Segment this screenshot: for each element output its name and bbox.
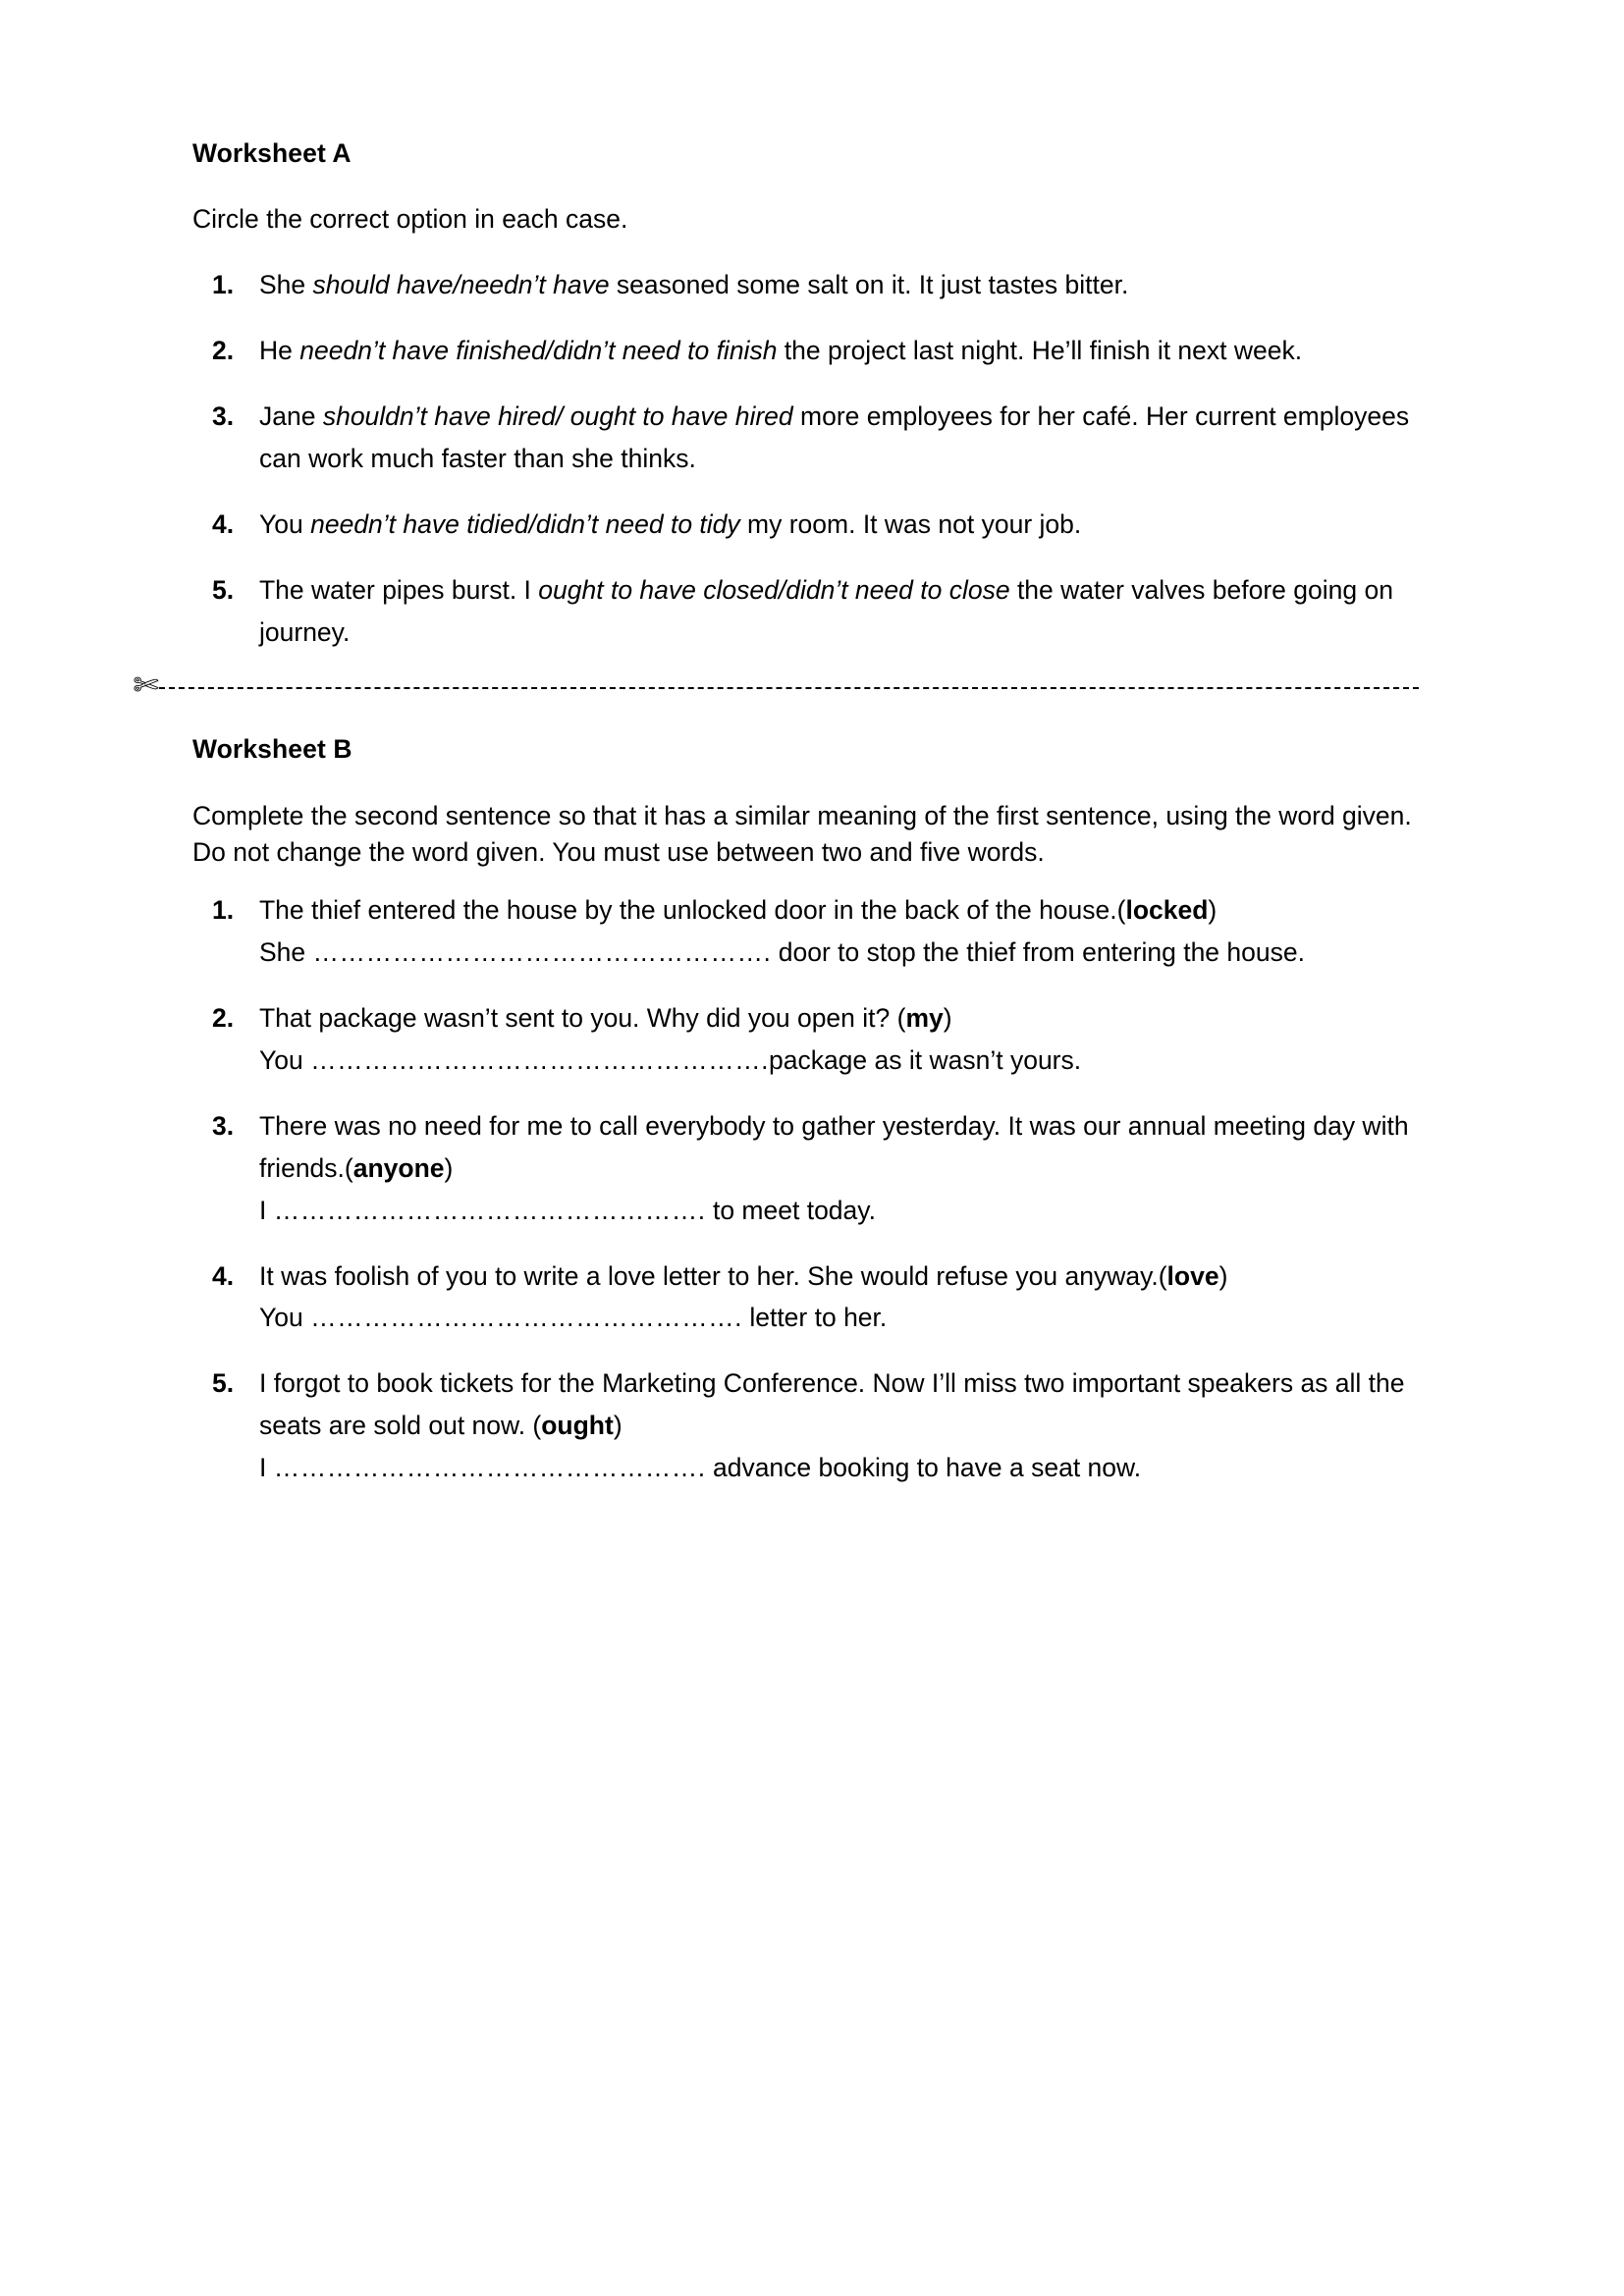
list-item: [192, 569, 1432, 654]
answer-blank[interactable]: ………………………………………….: [273, 1195, 706, 1225]
list-item-number: 2.: [212, 335, 235, 365]
worksheet-b-instruction: Complete the second sentence so that it has a similar meaning of the first sentence, using the word given. Do not change the word given. You must use between two and five words.: [192, 800, 1412, 868]
worksheet-b-title: Worksheet B: [192, 734, 352, 765]
question-text-pre: She: [259, 270, 313, 299]
scissors-icon: ✄: [133, 669, 159, 703]
question-option-choices[interactable]: needn’t have finished/didn’t need to finish: [299, 335, 778, 365]
answer-text-pre: She: [259, 937, 313, 967]
question-prompt: [259, 1255, 1432, 1298]
question-text-pre: He: [259, 335, 300, 365]
prompt-keyword: anyone: [352, 1152, 445, 1183]
question-prompt: [259, 1362, 1432, 1447]
prompt-text-pre: I forgot to book tickets for the Marketing Conference. Now I’ll miss two important speakers as all the seats are sold out now. (: [259, 1368, 1405, 1441]
list-item: [192, 330, 1432, 372]
answer-text-pre: You: [259, 1303, 311, 1333]
worksheet-a-instruction: Circle the correct option in each case.: [192, 204, 628, 235]
list-item: [192, 1255, 1432, 1340]
list-item-number: 1.: [212, 270, 235, 299]
worksheet-a-question-list: [192, 264, 1432, 653]
prompt-text-post: ): [444, 1152, 454, 1183]
worksheet-a-title: Worksheet A: [192, 138, 352, 168]
question-option-choices[interactable]: shouldn’t have hired/ ought to have hired: [322, 400, 793, 431]
list-item: [192, 889, 1432, 974]
answer-line: [259, 1190, 1432, 1232]
list-item: [192, 264, 1432, 306]
prompt-keyword: my: [905, 1002, 944, 1033]
question-text-pre: Jane: [259, 400, 323, 431]
answer-blank[interactable]: ………………………………………….: [310, 1303, 742, 1333]
answer-text-post: package as it wasn’t yours.: [768, 1044, 1082, 1075]
list-item: [192, 1105, 1432, 1232]
answer-text-post: to meet today.: [705, 1195, 876, 1225]
list-item-number: 1.: [212, 895, 235, 926]
question-text-post: seasoned some salt on it. It just tastes bitter.: [609, 270, 1129, 299]
answer-text-post: advance booking to have a seat now.: [705, 1453, 1142, 1483]
list-item-number: 5.: [212, 574, 235, 605]
question-text-pre: You: [259, 508, 311, 539]
answer-blank[interactable]: …………………………………………….: [310, 1044, 769, 1075]
answer-line: [259, 1040, 1432, 1082]
prompt-text-pre: The thief entered the house by the unlocked door in the back of the house.(: [259, 895, 1126, 926]
prompt-keyword: locked: [1125, 895, 1209, 926]
question-text-post: my room. It was not your job.: [739, 508, 1082, 539]
list-item-number: 3.: [212, 400, 235, 431]
prompt-keyword: ought: [541, 1411, 614, 1441]
answer-text-pre: I: [259, 1453, 274, 1483]
prompt-text-post: ): [1208, 895, 1218, 926]
prompt-text-pre: There was no need for me to call everybody to gather yesterday. It was our annual meeting day with friends.(: [259, 1110, 1409, 1183]
question-prompt: [259, 1105, 1432, 1190]
prompt-text-pre: It was foolish of you to write a love letter to her. She would refuse you anyway.(: [259, 1260, 1167, 1291]
list-item: [192, 997, 1432, 1082]
question-text-pre: The water pipes burst. I: [259, 574, 539, 605]
list-item-number: 5.: [212, 1368, 235, 1399]
answer-blank[interactable]: ………………………………………….: [273, 1453, 706, 1483]
answer-line: [259, 932, 1432, 974]
prompt-text-pre: That package wasn’t sent to you. Why did you open it? (: [259, 1002, 906, 1033]
list-item: [192, 504, 1432, 546]
worksheet-b-question-list: [192, 889, 1432, 1489]
answer-blank[interactable]: …………………………………………….: [312, 937, 772, 967]
question-option-choices[interactable]: should have/needn’t have: [312, 270, 610, 299]
prompt-text-post: ): [943, 1002, 952, 1033]
list-item-number: 4.: [212, 1260, 235, 1291]
list-item-number: 2.: [212, 1002, 235, 1033]
answer-line: [259, 1447, 1432, 1489]
question-text-post: the project last night. He’ll finish it next week.: [777, 335, 1303, 365]
list-item-number: 3.: [212, 1110, 235, 1141]
answer-text-post: door to stop the thief from entering the house.: [771, 937, 1305, 967]
question-prompt: [259, 889, 1432, 932]
question-text-post: the water valves before going on journey.: [259, 574, 1393, 647]
list-item: [192, 1362, 1432, 1489]
answer-text-pre: You: [259, 1044, 311, 1075]
question-text-post: more employees for her café. Her current employees can work much faster than she thinks.: [259, 400, 1410, 473]
question-prompt: [259, 997, 1432, 1040]
question-option-choices[interactable]: needn’t have tidied/didn’t need to tidy: [310, 508, 740, 539]
answer-text-pre: I: [259, 1195, 274, 1225]
question-option-choices[interactable]: ought to have closed/didn’t need to close: [538, 574, 1010, 605]
prompt-keyword: love: [1166, 1260, 1219, 1291]
prompt-text-post: ): [613, 1411, 623, 1441]
list-item: [192, 396, 1432, 480]
dashed-cut-line: [159, 687, 1419, 689]
list-item-number: 4.: [212, 508, 235, 539]
prompt-text-post: ): [1218, 1260, 1228, 1291]
page-content: [133, 137, 1432, 1489]
cut-here-divider: [134, 663, 1432, 710]
answer-line: [259, 1297, 1432, 1339]
answer-text-post: letter to her.: [741, 1303, 888, 1333]
